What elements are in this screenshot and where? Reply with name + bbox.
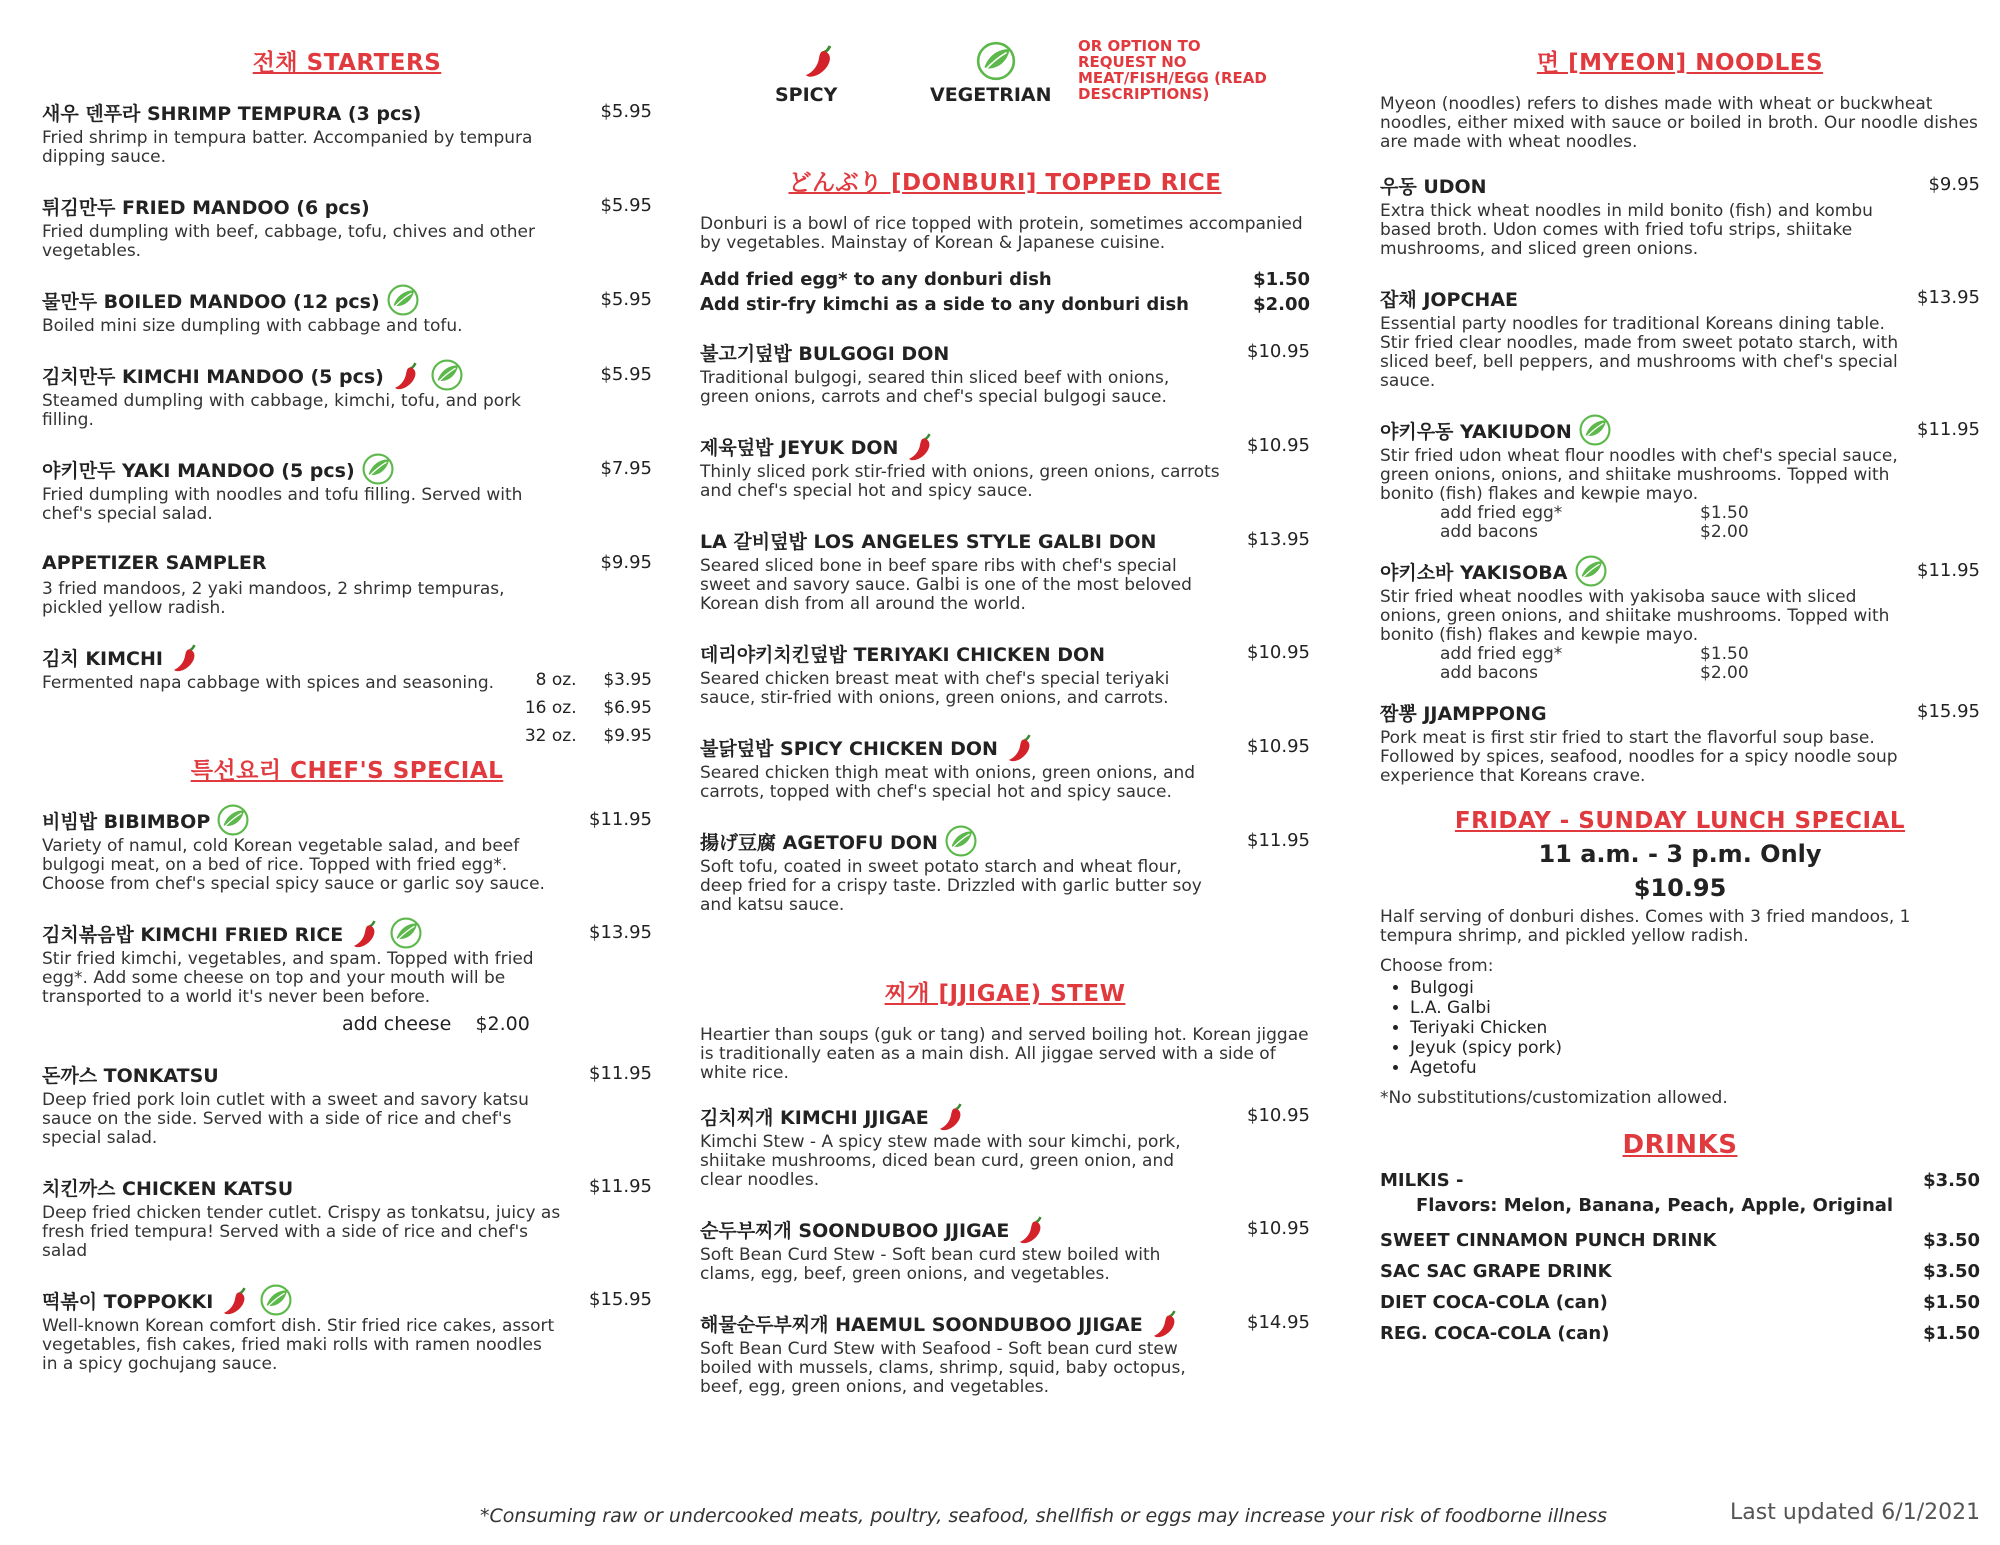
addon-cheese: add cheese $2.00 bbox=[342, 1013, 530, 1035]
menu-item: 잡채 JOPCHAE $13.95 Essential party noodles for traditional Koreans dining table. Stir fried clear noodles, made from sweet potato starch, with sliced beef, bell peppers, and mushrooms with chef's special sauce. bbox=[1380, 287, 1980, 391]
menu-item: 김치 KIMCHI 8 oz. $3.95 16 oz. $6.95 32 oz. $9.95 Fermented napa cabbage with spices and seasoning. bbox=[42, 640, 652, 730]
menu-item: 우동 UDON $9.95 Extra thick wheat noodles in mild bonito (fish) and kombu based broth. Udon comes with fried tofu strips, shiitake mushrooms, and sliced green onions. bbox=[1380, 174, 1980, 259]
drink-item: SWEET CINNAMON PUNCH DRINK $3.50 bbox=[1380, 1230, 1980, 1251]
noodles-title: 면 [MYEON] NOODLES bbox=[1536, 50, 1824, 76]
drinks-title: DRINKS bbox=[1622, 1130, 1738, 1160]
menu-item: 야키우동 YAKIUDON $11.95 Stir fried udon wheat flour noodles with chef's special sauce, green onions, onions, and shiitake mushrooms. Topped with bonito (fish) flakes and kewpie mayo. add fried egg* $1.50 add bacons $2.00 bbox=[1380, 413, 1980, 542]
noodles-intro: Myeon (noodles) refers to dishes made with wheat or buckwheat noodles, either mixed with sauce or boiled in broth. Our noodle dishes are made with wheat noodles. bbox=[1380, 94, 1978, 152]
jjigae-title: 찌개 [JJIGAE) STEW bbox=[884, 981, 1126, 1007]
legend-veg: VEGETRIAN bbox=[930, 84, 1052, 106]
starters-title: 전채 STARTERS bbox=[252, 50, 442, 76]
pepper-icon bbox=[800, 40, 840, 80]
leaf-icon bbox=[216, 803, 250, 837]
menu-item: 김치볶음밥 KIMCHI FRIED RICE $13.95 Stir fried kimchi, vegetables, and spam. Topped with fried egg*. Add some cheese on top and your mouth will be transported to a world it's never been before. add cheese $2.00 bbox=[42, 916, 652, 1035]
leaf-icon bbox=[1578, 413, 1612, 447]
leaf-icon bbox=[1574, 554, 1608, 588]
lunch-options: • Bulgogi • L.A. Galbi • Teriyaki Chicken • Jeyuk (spicy pork) • Agetofu bbox=[1380, 978, 1980, 1078]
pepper-icon bbox=[390, 358, 424, 392]
add-egg: Add fried egg* to any donburi dish $1.50 bbox=[700, 269, 1310, 290]
drink-item: REG. COCA-COLA (can) $1.50 bbox=[1380, 1323, 1980, 1344]
pepper-icon bbox=[219, 1283, 253, 1317]
donburi-title: どんぶり [DONBURI] TOPPED RICE bbox=[788, 170, 1222, 196]
drink-milkis: MILKIS - $3.50 bbox=[1380, 1170, 1980, 1191]
chef-title: 특선요리 CHEF'S SPECIAL bbox=[190, 758, 504, 784]
col-middle bbox=[700, 150, 1310, 1419]
menu-item: 새우 덴푸라 SHRIMP TEMPURA (3 pcs) $5.95 Fried shrimp in tempura batter. Accompanied by tempura dipping sauce. bbox=[42, 101, 652, 167]
menu-item: 해물순두부찌개 HAEMUL SOONDUBOO JJIGAE $14.95 Soft Bean Curd Stew with Seafood - Soft bean curd stew boiled with mussels, clams, shrimp, squid, baby octopus, beef, egg, green onions, and vegetables. bbox=[700, 1306, 1310, 1397]
lunch-desc: Half serving of donburi dishes. Comes with 3 fried mandoos, 1 tempura shrimp, and pickled yellow radish. bbox=[1380, 907, 1911, 946]
menu-item: 김치만두 KIMCHI MANDOO (5 pcs) $5.95 Steamed dumpling with cabbage, kimchi, tofu, and pork filling. bbox=[42, 358, 652, 430]
menu-item: 불닭덮밥 SPICY CHICKEN DON $10.95 Seared chicken thigh meat with onions, green onions, and carrots, topped with chef's special hot and spicy sauce. bbox=[700, 730, 1310, 802]
leaf-icon bbox=[975, 40, 1017, 82]
add-kimchi: Add stir-fry kimchi as a side to any donburi dish $2.00 bbox=[700, 294, 1310, 315]
drink-item: DIET COCA-COLA (can) $1.50 bbox=[1380, 1292, 1980, 1313]
lunch-title: FRIDAY - SUNDAY LUNCH SPECIAL bbox=[1454, 808, 1906, 834]
pepper-icon bbox=[1004, 730, 1038, 764]
legend-option: OR OPTION TO REQUEST NO MEAT/FISH/EGG (READ DESCRIPTIONS) bbox=[1078, 37, 1267, 103]
menu-item: 제육덮밥 JEYUK DON $10.95 Thinly sliced pork stir-fried with onions, green onions, carrots and chef's special hot and spicy sauce. bbox=[700, 429, 1310, 501]
leaf-icon bbox=[361, 452, 395, 486]
menu-item: 순두부찌개 SOONDUBOO JJIGAE $10.95 Soft Bean Curd Stew - Soft bean curd stew boiled with clams, egg, beef, green onions, and vegetables. bbox=[700, 1212, 1310, 1284]
menu-item: 야키소바 YAKISOBA $11.95 Stir fried wheat noodles with yakisoba sauce with sliced onions, green onions, and shiitake mushrooms. Topped with bonito (fish) flakes and kewpie mayo. add fried egg* $1.50 add bacons $2.00 bbox=[1380, 554, 1980, 683]
extras: add fried egg* $1.50 add bacons $2.00 bbox=[1440, 503, 1749, 542]
leaf-icon bbox=[386, 283, 420, 317]
pepper-icon bbox=[935, 1099, 969, 1133]
menu-item: APPETIZER SAMPLER $9.95 3 fried mandoos, 2 yaki mandoos, 2 shrimp tempuras, pickled yellow radish. bbox=[42, 552, 652, 618]
menu-item: LA 갈비덮밥 LOS ANGELES STYLE GALBI DON $13.95 Seared sliced bone in beef spare ribs with chef's special sweet and savory sauce. Galbi is one of the most beloved Korean dish from all around the world. bbox=[700, 529, 1310, 614]
pepper-icon bbox=[169, 640, 203, 674]
menu-item: 야키만두 YAKI MANDOO (5 pcs) $7.95 Fried dumpling with noodles and tofu filling. Served with chef's special salad. bbox=[42, 452, 652, 524]
menu-item: 데리야키치킨덮밥 TERIYAKI CHICKEN DON $10.95 Seared chicken breast meat with chef's special teriyaki sauce, stir-fried with onions, green onions, and carrots. bbox=[700, 642, 1310, 708]
menu-item: 떡볶이 TOPPOKKI $15.95 Well-known Korean comfort dish. Stir fried rice cakes, assort vegetables, fish cakes, fried maki rolls with ramen noodles in a spicy gochujang sauce. bbox=[42, 1283, 652, 1374]
col-right bbox=[1380, 30, 1980, 1354]
lunch-price: $10.95 bbox=[1633, 874, 1727, 902]
pepper-icon bbox=[904, 429, 938, 463]
kimchi-sizes: 8 oz. $3.95 16 oz. $6.95 32 oz. $9.95 bbox=[524, 670, 652, 746]
menu-item: 돈까스 TONKATSU $11.95 Deep fried pork loin cutlet with a sweet and savory katsu sauce on the side. Served with a side of rice and chef's special salad. bbox=[42, 1063, 652, 1148]
pepper-icon bbox=[1149, 1306, 1183, 1340]
pepper-icon bbox=[349, 916, 383, 950]
menu-item: 튀김만두 FRIED MANDOO (6 pcs) $5.95 Fried dumpling with beef, cabbage, tofu, chives and other vegetables. bbox=[42, 195, 652, 261]
leaf-icon bbox=[389, 916, 423, 950]
menu-item: 비빔밥 BIBIMBOP $11.95 Variety of namul, cold Korean vegetable salad, and beef bulgogi meat, on a bed of rice. Topped with fried egg*. Choose from chef's special spicy sauce or garlic soy sauce. bbox=[42, 803, 652, 894]
footer-updated: Last updated 6/1/2021 bbox=[1730, 1500, 1981, 1525]
extras: add fried egg* $1.50 add bacons $2.00 bbox=[1440, 644, 1749, 683]
col-left bbox=[42, 30, 652, 1396]
drink-item: SAC SAC GRAPE DRINK $3.50 bbox=[1380, 1261, 1980, 1282]
menu-item: 김치찌개 KIMCHI JJIGAE $10.95 Kimchi Stew - A spicy stew made with sour kimchi, pork, shiitake mushrooms, diced bean curd, green onion, and clear noodles. bbox=[700, 1099, 1310, 1190]
leaf-icon bbox=[259, 1283, 293, 1317]
menu-item: 물만두 BOILED MANDOO (12 pcs) $5.95 Boiled mini size dumpling with cabbage and tofu. bbox=[42, 283, 652, 336]
menu-item: 불고기덮밥 BULGOGI DON $10.95 Traditional bulgogi, seared thin sliced beef with onions, green onions, carrots and chef's special bulgogi sauce. bbox=[700, 341, 1310, 407]
footer-warning: *Consuming raw or undercooked meats, poultry, seafood, shellfish or eggs may increase your risk of foodborne illness bbox=[480, 1505, 1608, 1527]
menu-item: 치킨까스 CHICKEN KATSU $11.95 Deep fried chicken tender cutlet. Crispy as tonkatsu, juicy as fresh fried tempura! Served with a side of rice and chef's salad bbox=[42, 1176, 652, 1261]
lunch-choose: Choose from: bbox=[1380, 956, 1494, 976]
pepper-icon bbox=[1015, 1212, 1049, 1246]
legend-spicy: SPICY bbox=[775, 84, 838, 106]
leaf-icon bbox=[944, 824, 978, 858]
legend bbox=[760, 37, 1280, 130]
milkis-flavors: Flavors: Melon, Banana, Peach, Apple, Original bbox=[1416, 1195, 1894, 1216]
jjigae-intro: Heartier than soups (guk or tang) and served boiling hot. Korean jiggae is traditionally eaten as a main dish. All jiggae served with a side of white rice. bbox=[700, 1025, 1309, 1083]
menu-item: 揚げ豆腐 AGETOFU DON $11.95 Soft tofu, coated in sweet potato starch and wheat flour, deep fried for a crispy taste. Drizzled with garlic butter soy and katsu sauce. bbox=[700, 824, 1310, 915]
donburi-intro: Donburi is a bowl of rice topped with protein, sometimes accompanied by vegetables. Mainstay of Korean & Japanese cuisine. bbox=[700, 214, 1303, 253]
menu-item: 짬뽕 JJAMPPONG $15.95 Pork meat is first stir fried to start the flavorful soup base. Followed by spices, seafood, noodles for a spicy noodle soup experience that Koreans crave. bbox=[1380, 701, 1980, 786]
leaf-icon bbox=[430, 358, 464, 392]
lunch-note: *No substitutions/customization allowed. bbox=[1380, 1088, 1728, 1108]
lunch-hours: 11 a.m. - 3 p.m. Only bbox=[1538, 840, 1822, 868]
